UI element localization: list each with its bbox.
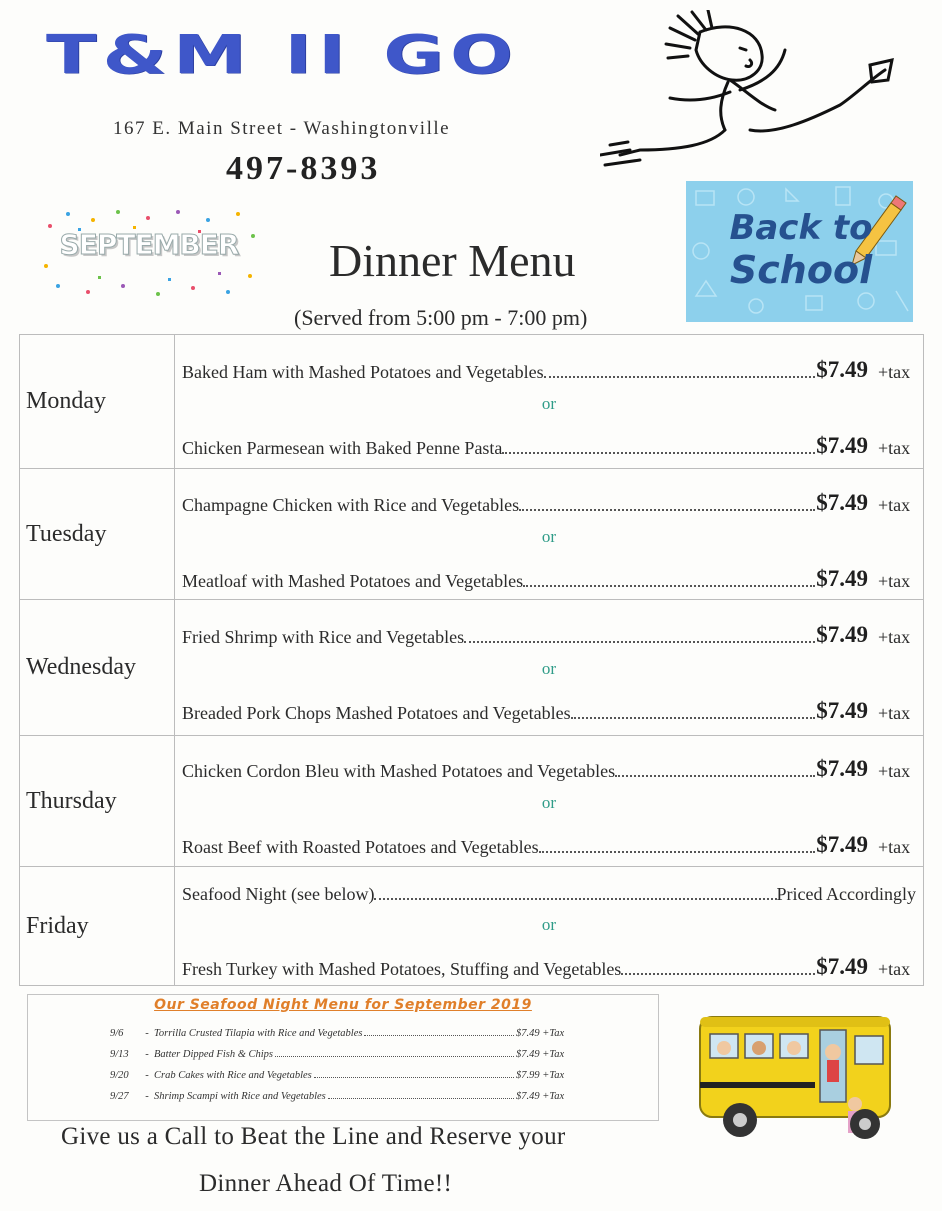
dish-price: $7.49 [816, 832, 868, 857]
or-divider: or [541, 659, 557, 678]
address: 167 E. Main Street - Washingtonville [113, 118, 451, 139]
seafood-date: 9/13 [110, 1049, 129, 1060]
dish-row [182, 429, 916, 459]
day-row-tuesday [20, 469, 923, 600]
day-row-monday [20, 335, 923, 469]
dish-price: $7.49 [816, 357, 868, 382]
page-title: Dinner Menu [329, 235, 576, 286]
dish-name: Chicken Parmesean with Baked Penne Pasta [182, 438, 503, 458]
phone-number: 497-8393 [226, 150, 381, 187]
dish-name: Baked Ham with Mashed Potatoes and Vegetables [182, 362, 544, 382]
seafood-item [110, 1044, 580, 1060]
tax-label: +tax [878, 761, 911, 781]
dash: - [145, 1049, 149, 1060]
seafood-name: Torrilla Crusted Tilapia with Rice and Vegetables [154, 1028, 363, 1039]
dot-leader [328, 1097, 514, 1099]
dot-leader [621, 972, 815, 975]
or-divider: or [541, 394, 557, 413]
footer-line-1: Give us a Call to Beat the Line and Reserve your [61, 1123, 566, 1150]
day-row-thursday [20, 736, 923, 867]
dish-row [182, 875, 916, 905]
seafood-name: Shrimp Scampi with Rice and Vegetables [154, 1091, 326, 1102]
dish-price: $7.49 [816, 954, 868, 979]
day-row-wednesday [20, 600, 923, 736]
dish-row [182, 752, 916, 782]
back-to-school-text [716, 207, 886, 291]
tax-label: +tax [878, 571, 911, 591]
dish-price-text: Priced Accordingly [776, 884, 916, 904]
tax-label: +tax [878, 627, 911, 647]
dish-name: Fried Shrimp with Rice and Vegetables [182, 627, 465, 647]
dish-row [182, 353, 916, 383]
seafood-date: 9/20 [110, 1070, 129, 1081]
dish-price: $7.49 [816, 566, 868, 591]
seafood-item [110, 1023, 580, 1039]
dot-leader [523, 584, 815, 587]
seafood-date: 9/27 [110, 1091, 129, 1102]
day-row-friday [20, 867, 923, 985]
dot-leader [314, 1076, 514, 1078]
day-name: Monday [20, 335, 175, 468]
seafood-item [110, 1086, 580, 1102]
tax-label: +tax [878, 495, 911, 515]
dish-row [182, 562, 916, 592]
dot-leader [539, 850, 816, 853]
or-divider: or [541, 915, 557, 934]
dish-price: $7.49 [816, 433, 868, 458]
dish-row [182, 618, 916, 648]
dish-name: Seafood Night (see below) [182, 884, 375, 904]
serving-hours: (Served from 5:00 pm - 7:00 pm) [294, 305, 588, 330]
seafood-name: Batter Dipped Fish & Chips [154, 1049, 273, 1060]
day-name: Wednesday [20, 600, 175, 735]
seafood-price: $7.49 +Tax [516, 1049, 565, 1060]
dot-leader [544, 375, 816, 378]
september-badge [38, 206, 260, 298]
dot-leader [502, 451, 815, 454]
dash: - [145, 1091, 149, 1102]
seafood-item [110, 1065, 580, 1081]
dot-leader [519, 508, 815, 511]
tax-label: +tax [878, 959, 911, 979]
running-boy-icon [600, 10, 900, 170]
dish-price: $7.49 [816, 756, 868, 781]
dash: - [145, 1070, 149, 1081]
dish-name: Breaded Pork Chops Mashed Potatoes and Vegetables [182, 703, 571, 723]
dish-row [182, 486, 916, 516]
september-label: SEPTEMBER [59, 228, 239, 261]
dot-leader [464, 640, 815, 643]
seafood-price: $7.49 +Tax [516, 1091, 565, 1102]
back-to-school-line1: Back to [729, 208, 873, 248]
seafood-price: $7.49 +Tax [516, 1028, 565, 1039]
dot-leader [615, 774, 815, 777]
dish-name: Champagne Chicken with Rice and Vegetables [182, 495, 520, 515]
seafood-price: $7.99 +Tax [516, 1070, 565, 1081]
dash: - [145, 1028, 149, 1039]
dot-leader [571, 716, 816, 719]
dot-leader [364, 1034, 514, 1036]
or-divider: or [541, 793, 557, 812]
dish-price: $7.49 [816, 490, 868, 515]
dish-row [182, 950, 916, 980]
day-name: Tuesday [20, 469, 175, 599]
logo: T&M II GO [46, 23, 519, 86]
or-divider: or [541, 527, 557, 546]
day-name: Friday [20, 867, 175, 985]
seafood-menu-box [27, 994, 659, 1121]
seafood-title: Our Seafood Night Menu for September 2019 [154, 997, 532, 1013]
dish-name: Meatloaf with Mashed Potatoes and Vegetables [182, 571, 524, 591]
dish-price: $7.49 [816, 698, 868, 723]
seafood-date: 9/6 [110, 1028, 124, 1039]
back-to-school-badge [686, 181, 913, 322]
menu-table [19, 334, 924, 986]
dish-name: Fresh Turkey with Mashed Potatoes, Stuffing and Vegetables [182, 959, 622, 979]
dot-leader [374, 897, 776, 900]
seafood-name: Crab Cakes with Rice and Vegetables [154, 1070, 312, 1081]
tax-label: +tax [878, 703, 911, 723]
dish-row [182, 694, 916, 724]
dish-row [182, 828, 916, 858]
back-to-school-line2: School [729, 248, 873, 292]
dish-name: Roast Beef with Roasted Potatoes and Vegetables [182, 837, 539, 857]
tax-label: +tax [878, 362, 911, 382]
tax-label: +tax [878, 438, 911, 458]
tax-label: +tax [878, 837, 911, 857]
dish-price: $7.49 [816, 622, 868, 647]
dish-name: Chicken Cordon Bleu with Mashed Potatoes and Vegetables [182, 761, 616, 781]
footer-line-2: Dinner Ahead Of Time!! [199, 1170, 453, 1197]
school-bus-icon [695, 1012, 910, 1150]
dot-leader [275, 1055, 514, 1057]
day-name: Thursday [20, 736, 175, 866]
